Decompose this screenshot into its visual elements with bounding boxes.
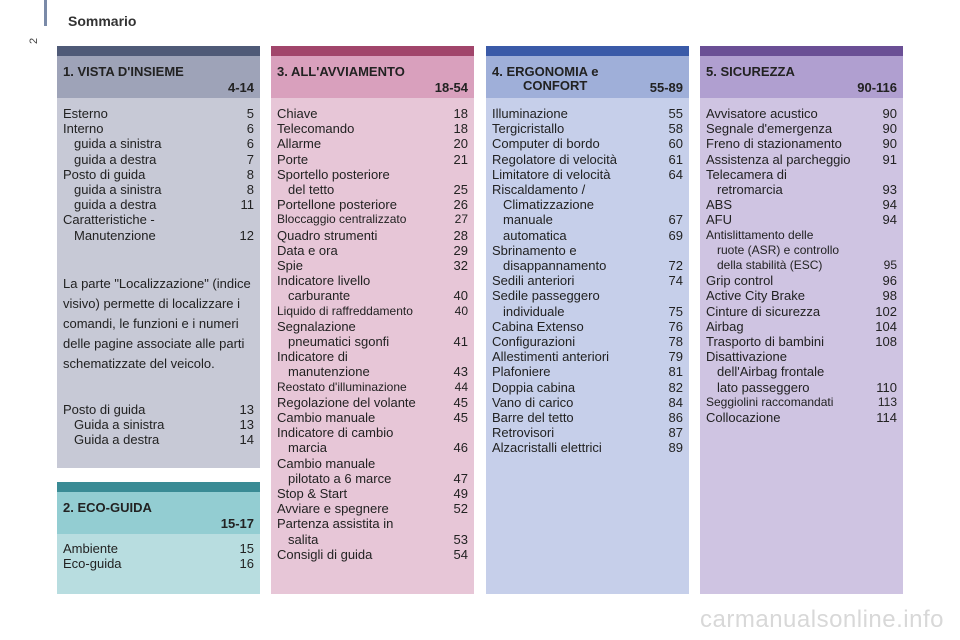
section-1-range: 4-14 [227, 80, 254, 95]
section-4-title-line2: CONFORT [523, 78, 588, 93]
toc-row[interactable]: disappannamento 72 [503, 258, 683, 274]
toc-row[interactable]: Illuminazione 55 [492, 106, 683, 121]
toc-row[interactable]: Segnale d'emergenza 90 [706, 121, 897, 137]
toc-row[interactable]: Allarme 20 [277, 136, 468, 152]
toc-row[interactable]: Allestimenti anteriori 79 [492, 349, 683, 365]
section-2-box [57, 482, 260, 594]
toc-row[interactable]: Ambiente 15 [63, 541, 254, 556]
toc-row[interactable]: Sedile passeggero [492, 288, 600, 304]
toc-row[interactable]: Posto di guida 8 [63, 166, 254, 182]
section-4-title: 4. ERGONOMIA e [492, 64, 599, 79]
toc-row[interactable]: Cambio manuale [277, 455, 376, 471]
section-2-header [57, 492, 260, 534]
toc-row[interactable]: guida a destra 7 [74, 151, 254, 167]
section-1-strip [57, 46, 260, 56]
section-2-list [63, 541, 254, 571]
toc-row[interactable]: Spie 32 [277, 258, 468, 274]
toc-row[interactable]: Liquido di raffreddamento 40 [277, 303, 468, 318]
section-5-strip [700, 46, 903, 56]
toc-row[interactable]: Sedili anteriori 74 [492, 273, 683, 289]
toc-row[interactable]: AFU 94 [706, 212, 897, 228]
toc-row[interactable]: individuale 75 [503, 303, 683, 319]
section-4-strip [486, 46, 689, 56]
toc-row[interactable]: Doppia cabina 82 [492, 379, 683, 395]
section-5-title: 5. SICUREZZA [706, 64, 795, 79]
toc-row[interactable]: Eco-guida 16 [63, 556, 254, 572]
toc-row[interactable]: Telecamera di [706, 166, 787, 182]
toc-row[interactable]: Retrovisori 87 [492, 425, 683, 441]
toc-row[interactable]: Porte 21 [277, 151, 468, 167]
toc-row[interactable]: Data e ora 29 [277, 242, 468, 258]
toc-row[interactable]: Cabina Extenso 76 [492, 318, 683, 334]
toc-row[interactable]: Avvisatore acustico 90 [706, 106, 897, 121]
toc-row[interactable]: manutenzione 43 [288, 364, 468, 380]
toc-row[interactable]: Indicatore di [277, 349, 348, 365]
toc-row[interactable]: carburante 40 [288, 288, 468, 304]
toc-row[interactable]: Indicatore di cambio [277, 425, 394, 441]
toc-row[interactable]: Bloccaggio centralizzato 27 [277, 212, 468, 227]
section-5-range: 90-116 [857, 80, 897, 95]
toc-row[interactable]: Sportello posteriore [277, 166, 390, 182]
toc-row[interactable]: Trasporto di bambini 108 [706, 334, 897, 350]
watermark: carmanualsonline.info [700, 606, 944, 633]
toc-row[interactable]: Indicatore livello [277, 273, 371, 289]
section-4-range: 55-89 [649, 80, 683, 95]
toc-row[interactable]: Barre del tetto 86 [492, 410, 683, 426]
toc-row[interactable]: Telecomando 18 [277, 121, 468, 137]
toc-row[interactable]: Collocazione 114 [706, 410, 897, 426]
toc-row[interactable]: Assistenza al parcheggio 91 [706, 151, 897, 167]
section-1-note: La parte "Localizzazione" (indice visivo) permette di localizzare i comandi, le funzioni e i numeri delle pagine associate alle parti schematizzate del veicolo. [63, 276, 251, 371]
section-1-list [63, 106, 254, 243]
toc-row[interactable]: Esterno 5 [63, 106, 254, 121]
toc-row[interactable]: Seggiolini raccomandati 113 [706, 394, 897, 409]
section-1-title: 1. VISTA D'INSIEME [63, 64, 184, 79]
section-3-box [271, 46, 474, 594]
toc-row[interactable]: Interno 6 [63, 121, 254, 137]
toc-row[interactable]: Active City Brake 98 [706, 288, 897, 304]
section-4-list [492, 106, 683, 456]
toc-row[interactable]: del tetto 25 [288, 182, 468, 198]
toc-row[interactable]: Portellone posteriore 26 [277, 197, 468, 213]
section-1-list-2 [63, 402, 254, 448]
toc-row[interactable]: Computer di bordo 60 [492, 136, 683, 152]
section-2-range: 15-17 [220, 516, 254, 531]
section-2-strip [57, 482, 260, 492]
toc-row[interactable]: Riscaldamento / [492, 182, 586, 198]
toc-row[interactable]: Disattivazione [706, 349, 787, 365]
section-1-header [57, 56, 260, 98]
section-2-title: 2. ECO-GUIDA [63, 500, 152, 515]
section-5-list [706, 106, 897, 425]
toc-row[interactable]: Regolatore di velocità 61 [492, 151, 683, 167]
toc-row[interactable]: Consigli di guida 54 [277, 546, 468, 562]
toc-row[interactable]: marcia 46 [288, 440, 468, 456]
toc-row[interactable]: lato passeggero 110 [717, 379, 897, 395]
toc-row[interactable]: guida a sinistra 6 [74, 136, 254, 152]
toc-row[interactable]: Reostato d'illuminazione 44 [277, 379, 468, 394]
toc-row[interactable]: Stop & Start 49 [277, 486, 468, 502]
toc-row[interactable]: Partenza assistita in [277, 516, 394, 532]
toc-row[interactable]: automatica 69 [503, 227, 683, 243]
section-3-list [277, 106, 468, 562]
section-4-header [486, 56, 689, 98]
toc-row[interactable]: Manutenzione 12 [74, 227, 254, 243]
toc-row[interactable]: pilotato a 6 marce 47 [288, 470, 468, 486]
toc-row[interactable]: Posto di guida 13 [63, 402, 254, 417]
header-accent-bar [44, 0, 47, 26]
toc-row[interactable]: dell'Airbag frontale [717, 364, 825, 380]
toc-row[interactable]: Caratteristiche - [63, 212, 155, 228]
page-number: 2 [28, 37, 40, 44]
toc-row[interactable]: Grip control 96 [706, 273, 897, 289]
toc-row[interactable]: della stabilità (ESC) 95 [717, 258, 897, 273]
toc-row[interactable]: guida a destra 11 [74, 197, 254, 213]
toc-row[interactable]: pneumatici sgonfi 41 [288, 334, 468, 350]
toc-row[interactable]: guida a sinistra 8 [74, 182, 254, 198]
toc-row[interactable]: Cambio manuale 45 [277, 410, 468, 426]
toc-row[interactable]: retromarcia 93 [717, 182, 897, 198]
section-4-box [486, 46, 689, 594]
toc-row[interactable]: Antislittamento delle [706, 227, 814, 242]
toc-row[interactable]: ABS 94 [706, 197, 897, 213]
toc-row[interactable]: Climatizzazione [503, 197, 595, 213]
toc-row[interactable]: manuale 67 [503, 212, 683, 228]
toc-row[interactable]: Cinture di sicurezza 102 [706, 303, 897, 319]
toc-row[interactable]: Segnalazione [277, 318, 356, 334]
toc-row[interactable]: Guida a sinistra 13 [74, 417, 254, 433]
page-title: Sommario [68, 13, 137, 29]
section-3-title: 3. ALL'AVVIAMENTO [277, 64, 405, 79]
toc-row[interactable]: Sbrinamento e [492, 242, 577, 258]
toc-row[interactable]: Freno di stazionamento 90 [706, 136, 897, 152]
toc-row[interactable]: Vano di carico 84 [492, 394, 683, 410]
toc-row[interactable]: Alzacristalli elettrici 89 [492, 440, 683, 456]
toc-row[interactable]: salita 53 [288, 531, 468, 547]
toc-row[interactable]: Limitatore di velocità 64 [492, 166, 683, 182]
toc-row[interactable]: Quadro strumenti 28 [277, 227, 468, 243]
section-3-range: 18-54 [434, 80, 468, 95]
toc-row[interactable]: Guida a destra 14 [74, 432, 254, 448]
section-3-header [271, 56, 474, 98]
section-5-header [700, 56, 903, 98]
section-5-box [700, 46, 903, 594]
toc-row[interactable]: Chiave 18 [277, 106, 468, 121]
toc-row[interactable]: Configurazioni 78 [492, 334, 683, 350]
section-3-strip [271, 46, 474, 56]
toc-row[interactable]: Tergicristallo 58 [492, 121, 683, 137]
toc-row[interactable]: Regolazione del volante 45 [277, 394, 468, 410]
section-1-box [57, 46, 260, 468]
toc-row[interactable]: Avviare e spegnere 52 [277, 501, 468, 517]
toc-row[interactable]: Plafoniere 81 [492, 364, 683, 380]
toc-row[interactable]: Airbag 104 [706, 318, 897, 334]
toc-row[interactable]: ruote (ASR) e controllo [717, 242, 840, 257]
